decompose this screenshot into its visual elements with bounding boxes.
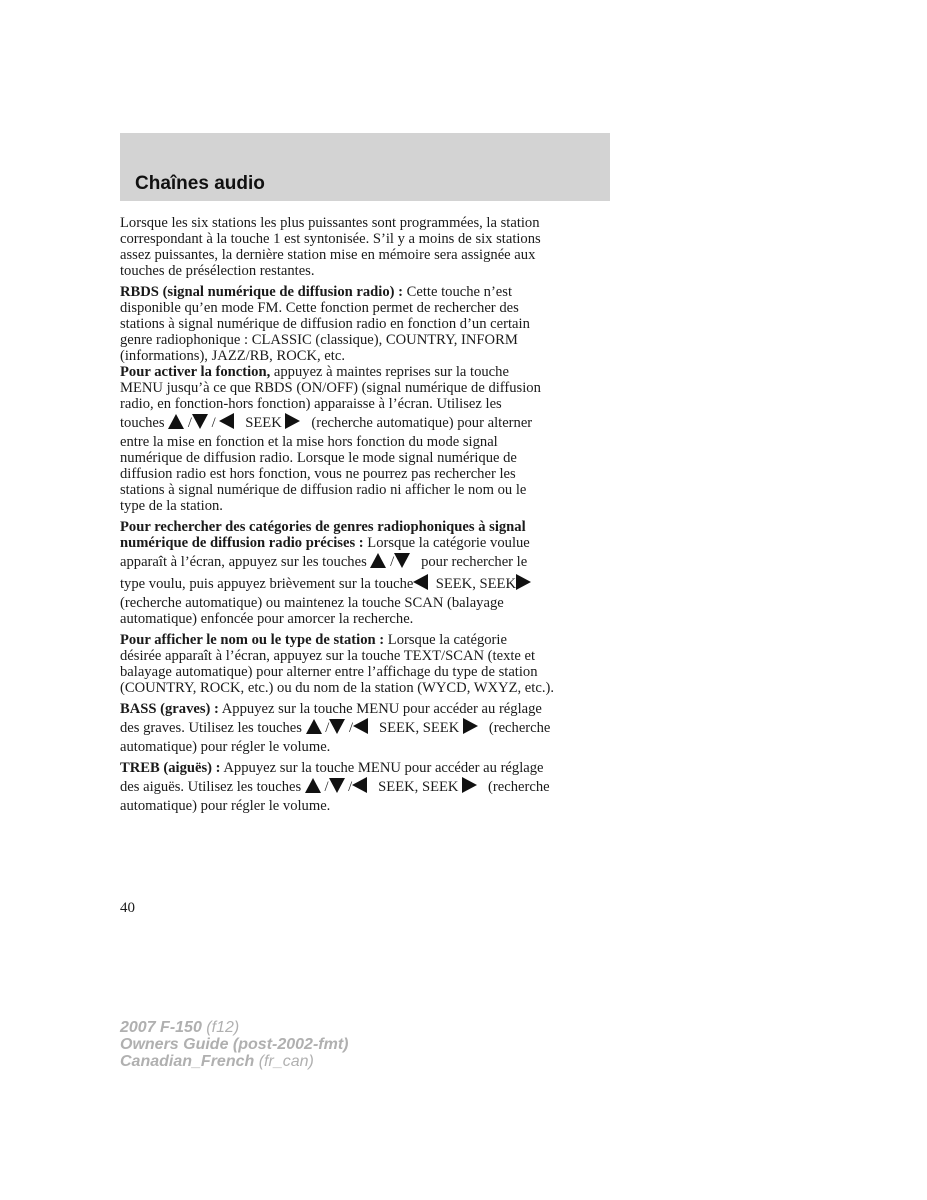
arrow-up-icon xyxy=(370,553,386,568)
arrow-up-icon xyxy=(306,719,322,734)
rbds-heading: RBDS (signal numérique de diffusion radio) : xyxy=(120,284,403,300)
footer-line-locale: Canadian_French (fr_can) xyxy=(120,1053,314,1070)
activate-icon-line: touches / / SEEK (recherche automatique) pour alterner xyxy=(120,415,533,431)
arrow-left-icon xyxy=(352,777,367,793)
display-paragraph: Pour afficher le nom ou le type de station : Lorsque la catégorie désirée apparaît à l’écran, appuyez sur la touche TEXT/SCAN (texte et balayage automatique) pour alterner entre l’affichage du type de station (COUNTRY, ROCK, etc.) ou du nom de la station (WYCD, WXYZ, etc.). xyxy=(120,632,554,696)
display-heading: Pour afficher le nom ou le type de station : xyxy=(120,632,385,648)
document-footer xyxy=(120,1019,348,1070)
page-number: 40 xyxy=(120,900,135,916)
search-icon-line-2: type voulu, puis appuyez brièvement sur la touche SEEK, SEEK xyxy=(120,573,612,595)
arrow-right-icon xyxy=(285,413,300,429)
activate-heading: Pour activer la fonction, xyxy=(120,364,271,380)
search-heading: Pour rechercher des catégories de genres radiophoniques à signal xyxy=(120,519,526,535)
rbds-paragraph: RBDS (signal numérique de diffusion radio) : Cette touche n’est disponible qu’en mode FM. Cette fonction permet de rechercher des stations à signal numérique de diffusion radio en fonction d’un certain genre radiophonique : CLASSIC (classique), COUNTRY, INFORM (informations), JAZZ/RB, ROCK, etc. xyxy=(120,284,530,364)
arrow-down-icon xyxy=(394,553,410,568)
arrow-left-icon xyxy=(353,718,368,734)
activate-paragraph: Pour activer la fonction, appuyez à maintes reprises sur la touche MENU jusqu’à ce que RBDS (ON/OFF) (signal numérique de diffusion radio, en fonction-hors fonction) apparaisse à l’écran. Utilisez les touches / / SEEK (recherche automatique) pour alterner entre la mise en fonction et la mise hors fonction du mode signal numérique de diffusion radio. Lorsque le mode signal numérique de diffusion radio est hors fonction, vous ne pourrez pas rechercher les stations à signal numérique de diffusion radio ni afficher le nom ou le type de la station. xyxy=(120,364,612,514)
arrow-left-icon xyxy=(413,574,428,590)
treb-heading: TREB (aiguës) : xyxy=(120,760,221,776)
arrow-right-icon xyxy=(463,718,478,734)
search-icon-line-1: apparaît à l’écran, appuyez sur les touches / pour rechercher le xyxy=(120,554,528,570)
intro-paragraph: Lorsque les six stations les plus puissantes sont programmées, la station correspondant à la touche 1 est syntonisée. S’il y a moins de six stations assez puissantes, la dernière station mise en mémoire sera assignée aux touches de présélection restantes. xyxy=(120,215,541,279)
arrow-down-icon xyxy=(329,719,345,734)
arrow-up-icon xyxy=(305,778,321,793)
treb-icon-line: des aiguës. Utilisez les touches / / SEEK, SEEK (recherche xyxy=(120,779,550,795)
arrow-up-icon xyxy=(168,414,184,429)
bass-paragraph: BASS (graves) : Appuyez sur la touche MENU pour accéder au réglage des graves. Utilisez les touches / / SEEK, SEEK (recherche automatique) pour régler le volume. xyxy=(120,701,612,755)
footer-line-guide: Owners Guide (post-2002-fmt) xyxy=(120,1036,349,1053)
arrow-right-icon xyxy=(516,574,531,590)
treb-paragraph: TREB (aiguës) : Appuyez sur la touche MENU pour accéder au réglage des aiguës. Utilisez les touches / / SEEK, SEEK (recherche automatique) pour régler le volume. xyxy=(120,760,612,814)
arrow-down-icon xyxy=(329,778,345,793)
page-content xyxy=(120,215,612,819)
arrow-left-icon xyxy=(219,413,234,429)
arrow-right-icon xyxy=(462,777,477,793)
search-paragraph: Pour rechercher des catégories de genres radiophoniques à signal numérique de diffusion radio précises : Lorsque la catégorie voulue apparaît à l’écran, appuyez sur les touches / pour rechercher le type voulu, puis appuyez brièvement sur la touche SEEK, SEEK (recherche automatique) ou maintenez la touche SCAN (balayage automatique) enfoncée pour amorcer la recherche. xyxy=(120,519,612,627)
footer-line-model: 2007 F-150 (f12) xyxy=(120,1019,240,1036)
section-title: Chaînes audio xyxy=(135,173,265,194)
arrow-down-icon xyxy=(192,414,208,429)
bass-icon-line: des graves. Utilisez les touches / / SEEK, SEEK (recherche xyxy=(120,720,551,736)
bass-heading: BASS (graves) : xyxy=(120,701,219,717)
